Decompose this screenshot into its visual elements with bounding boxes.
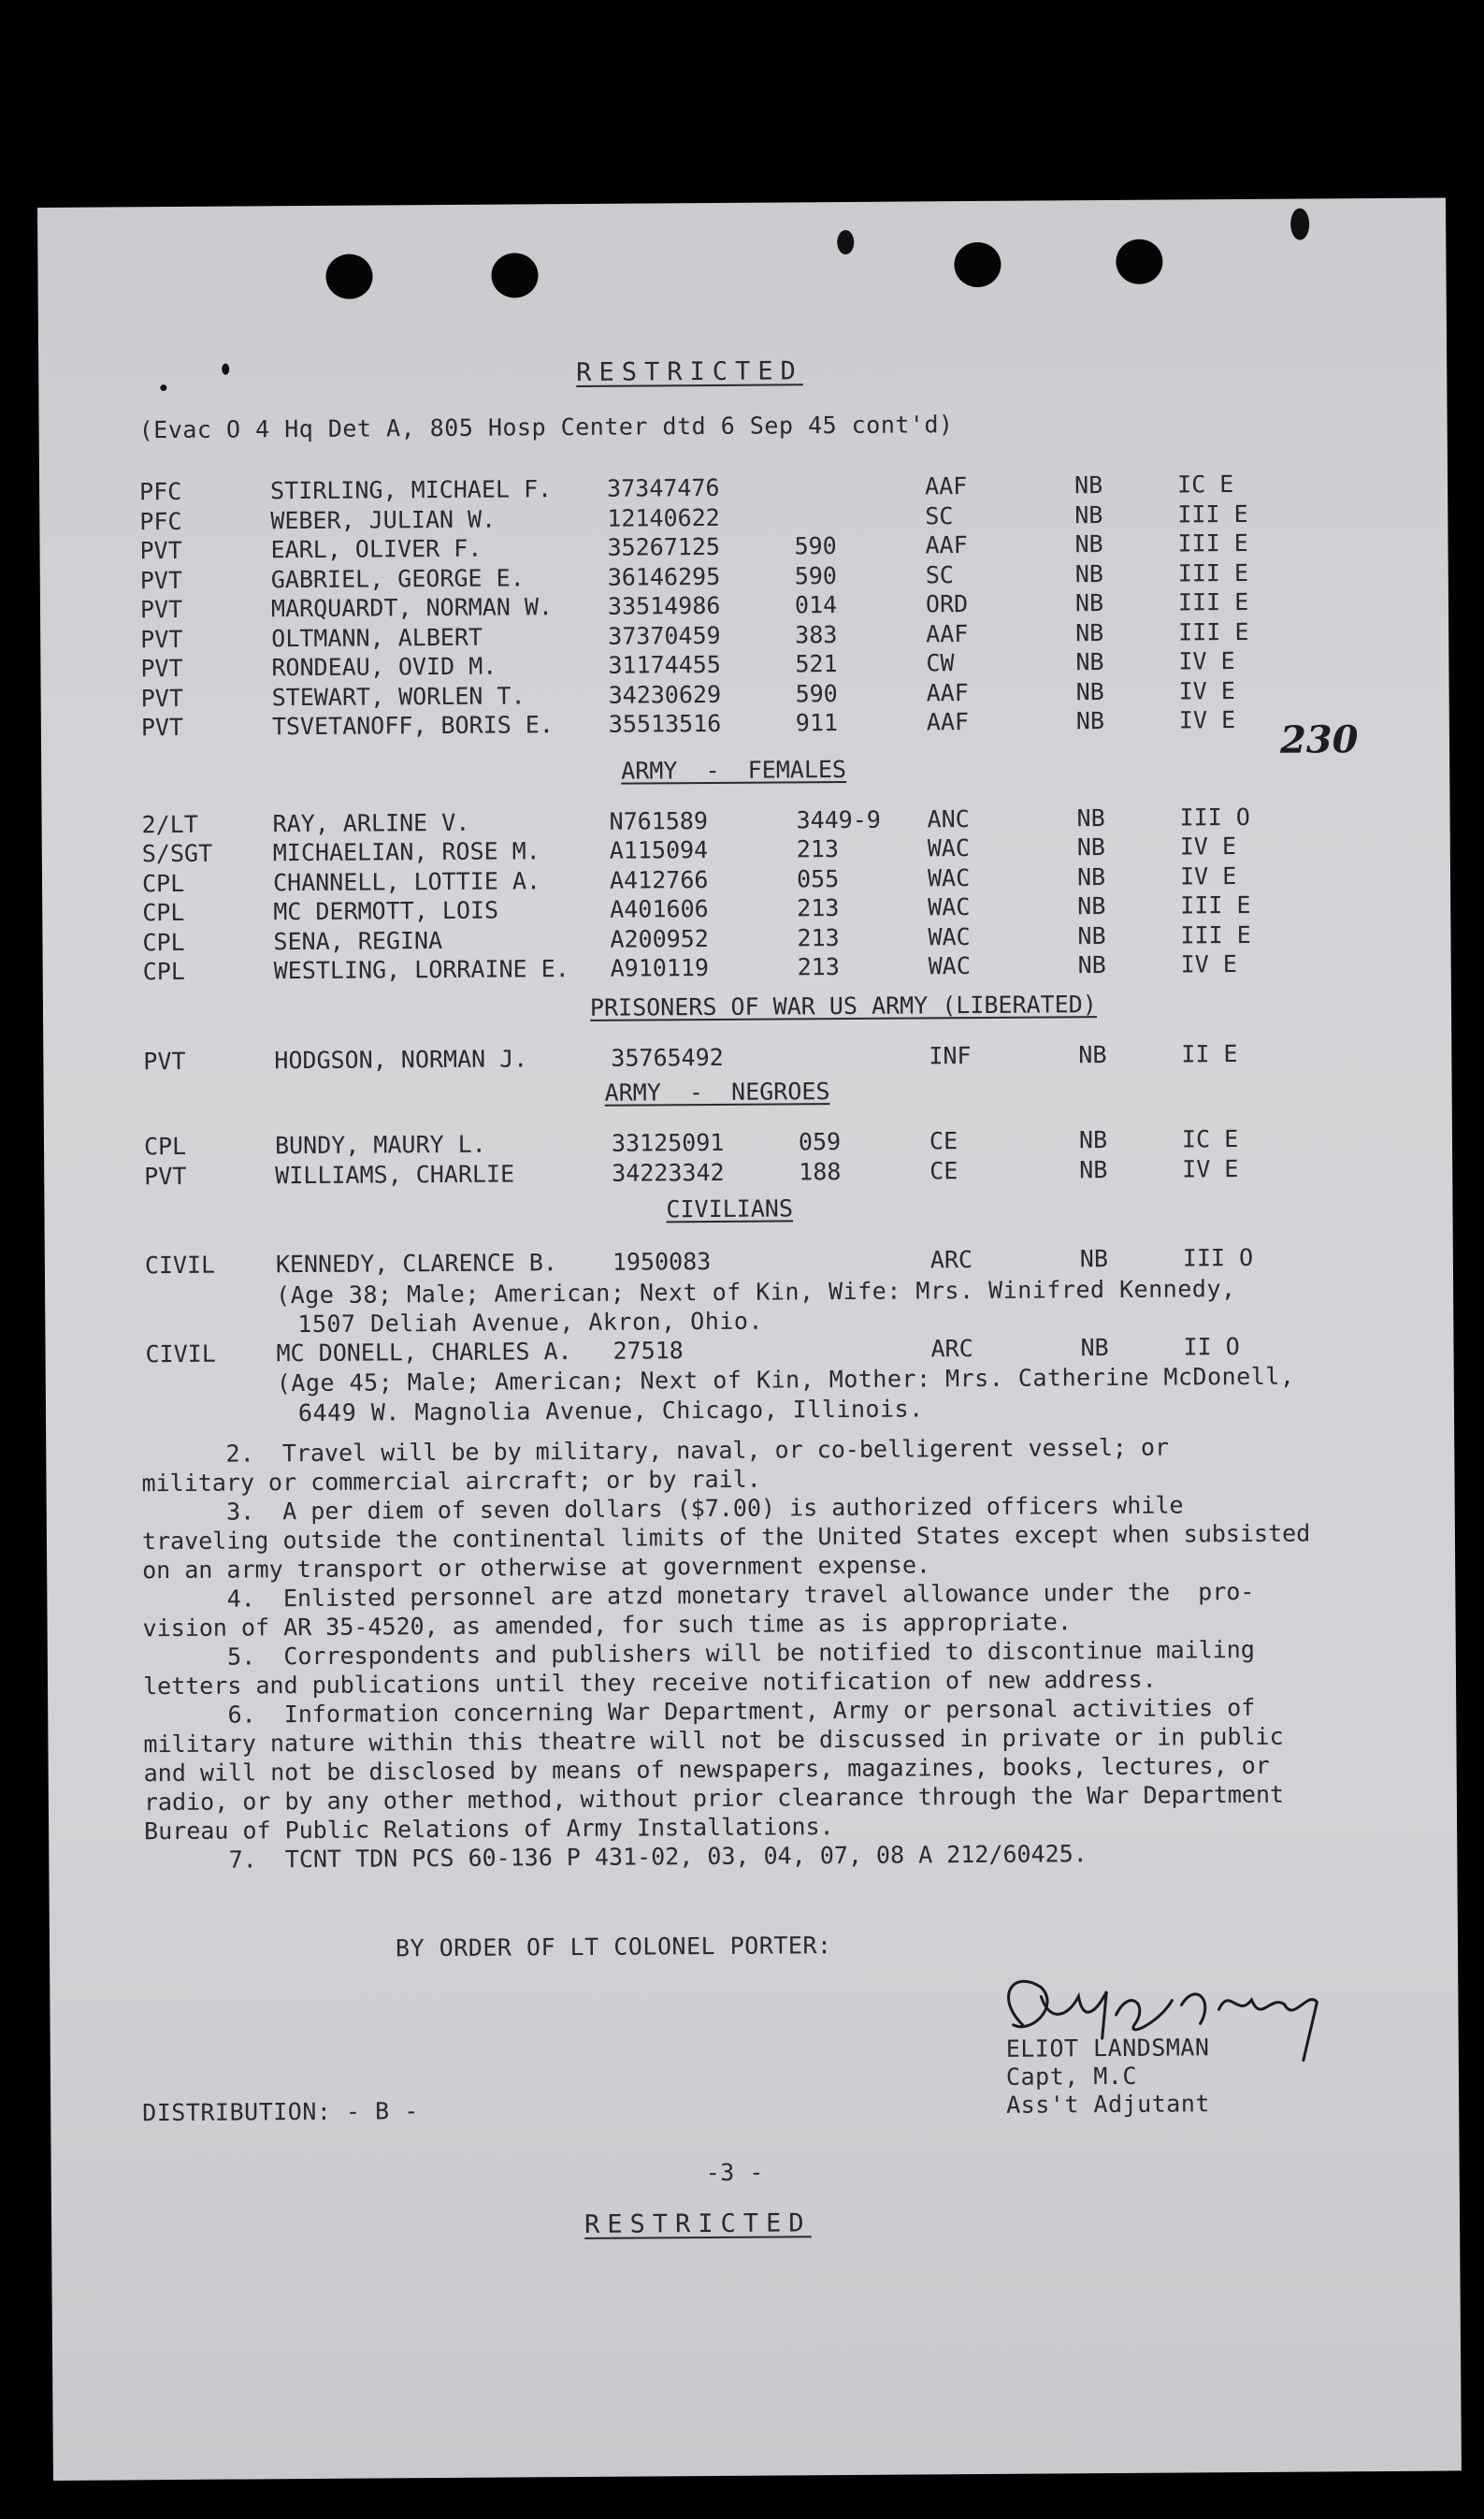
order-paragraph: 6. Information concerning War Department, Army or personal activities of military nature within this theatre will not be discussed in private or in public and will not be disclosed by means of newspapers, magazines, books, lectures, or radio, or by any other method, without prior clearance through the War Department Bureau of Public Relations of Army Installations. bbox=[143, 1693, 1285, 1846]
name-cell: HODGSON, NORMAN J. bbox=[274, 1044, 528, 1074]
rank-cell: S/SGT bbox=[141, 839, 213, 868]
branch-cell: WAC bbox=[927, 834, 971, 862]
rank-cell: CPL bbox=[142, 928, 185, 956]
rank-cell: PVT bbox=[139, 595, 183, 624]
branch-cell: AAF bbox=[925, 472, 968, 500]
handwritten-page-number: 230 bbox=[1279, 717, 1359, 762]
name-cell: SENA, REGINA bbox=[273, 926, 443, 955]
rank-cell: CPL bbox=[143, 1132, 187, 1161]
serial-number-cell: 34223342 bbox=[612, 1158, 725, 1187]
mos-cell: 590 bbox=[794, 561, 838, 589]
section-heading: PRISONERS OF WAR US ARMY (LIBERATED) bbox=[589, 990, 1097, 1021]
rank-cell: CPL bbox=[141, 869, 185, 897]
mos-cell: 383 bbox=[795, 620, 838, 648]
order-paragraph: 2. Travel will be by military, naval, or co-belligerent vessel; or military or commercial aircraft; or by rail. bbox=[141, 1433, 1170, 1498]
name-cell: MICHAELIAN, ROSE M. bbox=[272, 837, 540, 867]
branch-cell: SC bbox=[925, 560, 954, 588]
ink-speck bbox=[1290, 209, 1309, 240]
section-heading: ARMY - NEGROES bbox=[604, 1078, 830, 1107]
order-paragraph: 7. TCNT TDN PCS 60-136 P 431-02, 03, 04, 07, 08 A 212/60425. bbox=[144, 1840, 1088, 1875]
mos-cell: 188 bbox=[799, 1157, 842, 1185]
class-cell: IC E bbox=[1176, 471, 1234, 499]
class-cell: III E bbox=[1177, 558, 1249, 586]
branch-cell: CE bbox=[929, 1127, 958, 1155]
class-cell: III E bbox=[1177, 587, 1249, 616]
civilian-detail-line: (Age 45; Male; American; Next of Kin, Mother: Mrs. Catherine McDonell, bbox=[276, 1362, 1295, 1397]
name-cell: EARL, OLIVER F. bbox=[270, 534, 483, 564]
name-cell: CHANNELL, LOTTIE A. bbox=[272, 866, 541, 896]
serial-number-cell: 37347476 bbox=[607, 473, 720, 502]
ink-speck bbox=[837, 230, 854, 254]
branch-cell: AAF bbox=[925, 531, 968, 559]
civilian-row bbox=[45, 1242, 1453, 1281]
class-cell: III E bbox=[1177, 499, 1248, 528]
serial-number-cell: A412766 bbox=[609, 865, 709, 894]
ink-speck bbox=[222, 364, 229, 375]
serial-number-cell: 27518 bbox=[612, 1336, 684, 1365]
name-cell: RONDEAU, OVID M. bbox=[271, 652, 497, 682]
class-cell: IV E bbox=[1178, 706, 1236, 734]
class-cell: IV E bbox=[1179, 861, 1237, 890]
serial-number-cell: A401606 bbox=[610, 895, 709, 923]
punch-hole bbox=[954, 242, 1001, 287]
nb-cell: NB bbox=[1077, 921, 1106, 949]
class-cell: III E bbox=[1178, 617, 1249, 645]
name-cell: BUNDY, MAURY L. bbox=[274, 1130, 486, 1160]
name-cell: RAY, ARLINE V. bbox=[272, 808, 470, 837]
signer-rank: Capt, M.C bbox=[1005, 2062, 1138, 2091]
nb-cell: NB bbox=[1074, 500, 1103, 528]
branch-cell: WAC bbox=[928, 893, 971, 921]
nb-cell: NB bbox=[1076, 833, 1106, 861]
footer-title: RESTRICTED bbox=[584, 2208, 812, 2239]
rank-cell: CIVIL bbox=[145, 1339, 216, 1368]
class-cell: II E bbox=[1181, 1039, 1238, 1067]
mos-cell: 213 bbox=[797, 894, 840, 922]
serial-number-cell: A200952 bbox=[610, 924, 709, 953]
distribution-line: DISTRIBUTION: - B - bbox=[142, 2097, 419, 2127]
order-paragraph: 5. Correspondents and publishers will be notified to discontinue mailing letters and publications until they receive notification of new address. bbox=[142, 1635, 1255, 1701]
document-page bbox=[37, 197, 1462, 2480]
serial-number-cell: 36146295 bbox=[607, 562, 721, 591]
punch-hole bbox=[491, 253, 538, 297]
serial-number-cell: A910119 bbox=[610, 954, 710, 982]
rank-cell: PVT bbox=[139, 536, 182, 565]
page-number: -3 - bbox=[705, 2158, 765, 2187]
order-paragraph: 4. Enlisted personnel are atzd monetary travel allowance under the pro- vision of AR 35-4520, as amended, for such time as is appropriate. bbox=[142, 1577, 1255, 1643]
civilian-detail-line: (Age 38; Male; American; Next of Kin, Wife: Mrs. Winifred Kennedy, bbox=[276, 1274, 1236, 1309]
name-cell: MC DERMOTT, LOIS bbox=[273, 896, 499, 926]
roster-row bbox=[43, 1038, 1451, 1078]
name-cell: TSVETANOFF, BORIS E. bbox=[271, 711, 555, 741]
nb-cell: NB bbox=[1076, 803, 1105, 832]
rank-cell: PVT bbox=[143, 1047, 186, 1075]
serial-number-cell: N761589 bbox=[609, 806, 709, 835]
rank-cell: PVT bbox=[140, 654, 183, 683]
mos-cell: 059 bbox=[798, 1128, 842, 1156]
serial-number-cell: 35267125 bbox=[607, 532, 721, 561]
mos-cell: 911 bbox=[795, 709, 839, 737]
serial-number-cell: 33514986 bbox=[607, 591, 721, 620]
serial-number-cell: 34230629 bbox=[608, 680, 722, 709]
section-heading: ARMY - FEMALES bbox=[621, 755, 847, 785]
class-cell: IV E bbox=[1180, 950, 1237, 978]
name-cell: KENNEDY, CLARENCE B. bbox=[275, 1249, 558, 1279]
rank-cell: CIVIL bbox=[144, 1251, 216, 1280]
serial-number-cell: 31174455 bbox=[608, 650, 721, 679]
nb-cell: NB bbox=[1077, 892, 1106, 920]
name-cell: STEWART, WORLEN T. bbox=[271, 681, 526, 711]
rank-cell: CPL bbox=[142, 957, 185, 986]
punch-hole bbox=[325, 253, 372, 298]
rank-cell: PVT bbox=[139, 566, 183, 594]
nb-cell: NB bbox=[1075, 648, 1104, 676]
nb-cell: NB bbox=[1075, 618, 1104, 646]
branch-cell: ARC bbox=[930, 1334, 973, 1362]
rank-cell: PVT bbox=[140, 713, 184, 742]
class-cell: III E bbox=[1180, 890, 1251, 919]
name-cell: WEBER, JULIAN W. bbox=[270, 505, 497, 534]
nb-cell: NB bbox=[1079, 1245, 1109, 1273]
name-cell: STIRLING, MICHAEL F. bbox=[270, 475, 553, 505]
class-cell: III O bbox=[1182, 1243, 1254, 1272]
rank-cell: CPL bbox=[142, 898, 185, 927]
branch-cell: AAF bbox=[926, 708, 970, 736]
branch-cell: ANC bbox=[927, 804, 970, 832]
mos-cell: 213 bbox=[797, 923, 840, 951]
branch-cell: WAC bbox=[927, 863, 971, 891]
class-cell: IV E bbox=[1178, 647, 1235, 675]
section-heading: CIVILIANS bbox=[666, 1194, 794, 1223]
rank-cell: PVT bbox=[140, 684, 183, 712]
name-cell: OLTMANN, ALBERT bbox=[271, 623, 483, 652]
nb-cell: NB bbox=[1076, 862, 1106, 890]
name-cell: MC DONELL, CHARLES A. bbox=[276, 1337, 572, 1367]
civilian-detail-line: 6449 W. Magnolia Avenue, Chicago, Illinois. bbox=[297, 1394, 924, 1426]
serial-number-cell: 12140622 bbox=[607, 503, 720, 532]
serial-number-cell: 35765492 bbox=[611, 1043, 724, 1072]
nb-cell: NB bbox=[1077, 951, 1106, 979]
branch-cell: WAC bbox=[928, 922, 971, 950]
branch-cell: ARC bbox=[929, 1246, 973, 1274]
mos-cell: 3449-9 bbox=[796, 805, 881, 833]
signer-name: ELIOT LANDSMAN bbox=[1005, 2034, 1210, 2063]
branch-cell: WAC bbox=[928, 952, 971, 980]
punch-hole bbox=[1116, 239, 1162, 284]
nb-cell: NB bbox=[1078, 1040, 1107, 1068]
branch-cell: CE bbox=[929, 1156, 958, 1184]
mos-cell: 590 bbox=[795, 679, 838, 707]
mos-cell: 014 bbox=[794, 591, 838, 619]
serial-number-cell: 33125091 bbox=[611, 1128, 725, 1157]
nb-cell: NB bbox=[1078, 1126, 1108, 1154]
nb-cell: NB bbox=[1075, 707, 1105, 735]
name-cell: WESTLING, LORRAINE E. bbox=[273, 955, 569, 985]
rank-cell: 2/LT bbox=[141, 810, 198, 838]
class-cell: III E bbox=[1177, 528, 1248, 557]
mos-cell: 055 bbox=[796, 864, 840, 892]
rank-cell: PFC bbox=[139, 507, 182, 535]
mos-cell: 213 bbox=[796, 835, 840, 863]
branch-cell: AAF bbox=[926, 619, 969, 647]
class-cell: IV E bbox=[1179, 832, 1237, 861]
branch-cell: ORD bbox=[925, 590, 969, 618]
nb-cell: NB bbox=[1074, 589, 1104, 617]
branch-cell: INF bbox=[929, 1041, 972, 1069]
branch-cell: CW bbox=[926, 649, 955, 677]
serial-number-cell: A115094 bbox=[609, 836, 709, 864]
mos-cell: 521 bbox=[795, 650, 838, 678]
branch-cell: AAF bbox=[926, 678, 969, 706]
mos-cell: 213 bbox=[797, 953, 840, 981]
nb-cell: NB bbox=[1074, 530, 1103, 558]
ink-speck bbox=[160, 384, 166, 391]
serial-number-cell: 37370459 bbox=[608, 621, 721, 650]
serial-number-cell: 35513516 bbox=[608, 709, 722, 738]
nb-cell: NB bbox=[1075, 677, 1104, 705]
rank-cell: PVT bbox=[140, 625, 183, 653]
nb-cell: NB bbox=[1073, 471, 1103, 499]
class-cell: IC E bbox=[1181, 1125, 1239, 1153]
nb-cell: NB bbox=[1080, 1333, 1109, 1361]
name-cell: GABRIEL, GEORGE E. bbox=[270, 563, 525, 593]
rank-cell: PFC bbox=[139, 477, 182, 506]
name-cell: WILLIAMS, CHARLIE bbox=[275, 1159, 515, 1189]
class-cell: III E bbox=[1180, 920, 1251, 948]
document-title: RESTRICTED bbox=[576, 356, 803, 387]
document-subtitle: (Evac O 4 Hq Det A, 805 Hosp Center dtd 6 Sep 45 cont'd) bbox=[138, 411, 954, 444]
signer-title: Ass't Adjutant bbox=[1006, 2090, 1211, 2119]
class-cell: III O bbox=[1179, 803, 1250, 831]
order-paragraph: 3. A per diem of seven dollars ($7.00) is authorized officers while traveling outside the continental limits of the United States except when subsisted on an army transport or otherwise at government expense. bbox=[141, 1491, 1311, 1585]
order-line: BY ORDER OF LT COLONEL PORTER: bbox=[395, 1932, 832, 1962]
class-cell: IV E bbox=[1178, 676, 1235, 704]
class-cell: II O bbox=[1183, 1332, 1240, 1360]
nb-cell: NB bbox=[1074, 559, 1103, 587]
class-cell: IV E bbox=[1182, 1154, 1239, 1182]
rank-cell: PVT bbox=[144, 1162, 187, 1190]
nb-cell: NB bbox=[1079, 1155, 1108, 1183]
name-cell: MARQUARDT, NORMAN W. bbox=[270, 593, 554, 623]
serial-number-cell: 1950083 bbox=[612, 1247, 712, 1276]
mos-cell: 590 bbox=[794, 532, 837, 560]
branch-cell: SC bbox=[925, 501, 954, 529]
civilian-detail-line: 1507 Deliah Avenue, Akron, Ohio. bbox=[297, 1307, 764, 1339]
